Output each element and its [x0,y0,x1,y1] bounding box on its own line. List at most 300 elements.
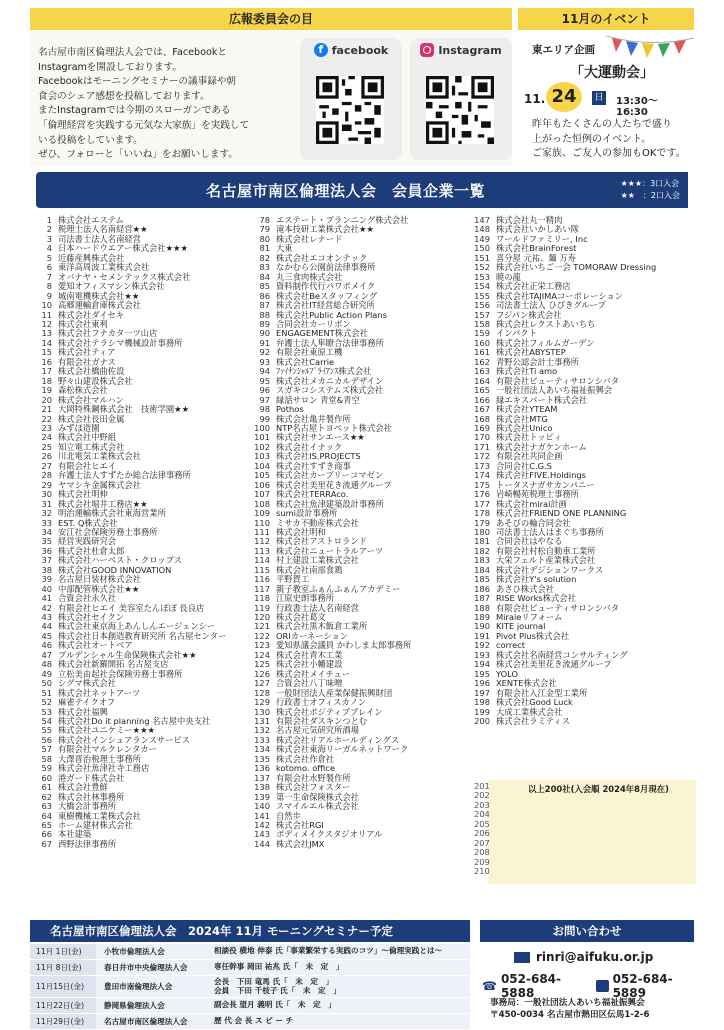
star-legend: ★★★：3口入会 ★★ ：2口入会 [620,179,680,200]
member-number: 158 [474,318,490,329]
blank-number: 205 [474,818,490,829]
member-number: 173 [474,460,490,471]
pr-line: ぜひ、フォローと「いいね」をお願いします。 [38,149,238,161]
contact-header: お問い合わせ [480,920,694,942]
event-month: 11. [524,92,546,106]
member-number: 148 [474,224,490,235]
member-name: 森松株式会社 [58,385,108,396]
member-column-2 [248,216,411,849]
event-title: 11月のイベント [518,8,694,30]
member-number: 106 [254,479,270,490]
member-name: 株式会社IS.PROJECTS [276,451,361,462]
member-number: 17 [41,366,52,377]
member-name: 株式会社東京海上あんしんエージェンシー [58,621,216,632]
member-number: 183 [474,555,490,566]
member-number: 56 [41,734,52,745]
member-number: 11 [41,309,52,320]
member-name: 司法書士法人名南経営 [58,233,141,244]
pr-line: 「倫理経営を実践する元気な大家族」を実践して [38,119,250,131]
member-name: ENGAGEMENT株式会社 [276,328,368,339]
member-number: 110 [254,517,270,528]
member-number: 124 [254,649,270,660]
member-name: 株式会社セイクン [58,612,124,623]
member-number: 171 [474,441,490,452]
member-number: 188 [474,602,490,613]
member-name: ミサカ不動産株式会社 [276,517,359,528]
email-row[interactable] [514,950,653,964]
member-name: 日本ハードウエアー株式会社★★★ [58,243,188,254]
blank-number: 201 [474,781,490,791]
member-row [248,604,411,613]
member-name: 株式会社カーブリーコマゼン [276,470,384,481]
member-name: 株式会社ニュートラルアーツ [276,545,384,556]
member-number: 95 [259,375,270,386]
member-number: 174 [474,470,490,481]
member-number: 80 [259,233,270,244]
member-name: 株式会社長田金属 [58,413,125,424]
member-name: 株式会社美里花き流通グループ [496,659,612,670]
member-number: 152 [474,262,490,273]
member-number: 137 [254,772,270,783]
member-name: 本社建築 [58,829,92,840]
member-name: kotomo. office [276,763,335,774]
member-number: 181 [474,536,490,547]
seminar-speakers [206,976,470,997]
member-number: 49 [41,668,52,679]
member-name: 株式会社葛文 [276,612,326,623]
member-name: 株式会社東海リーガルネットワーク [276,744,409,755]
member-list-header [36,172,688,208]
member-number: 104 [254,460,270,471]
member-number: 20 [41,394,52,405]
member-number: 19 [41,385,52,396]
member-name: 青野公認会計士事務所 [496,356,579,367]
member-name: 株式会社いかしあい隊 [496,224,579,235]
member-name: RISE Works株式会社 [496,593,576,604]
member-number: 62 [41,791,52,802]
member-number: 167 [474,404,490,415]
member-number: 38 [41,564,52,575]
member-number: 84 [259,271,270,282]
member-number: 165 [474,385,490,396]
member-name: ﾌｧｲﾅﾝｼｬﾙﾌﾟﾗｲｱﾝｽ株式会社 [276,366,372,377]
member-number: 26 [41,451,52,462]
member-name: 株式会社Good Luck [496,697,573,708]
member-number: 115 [254,564,270,575]
member-number: 37 [41,555,52,566]
seminar-date: 11月15日(金) [30,976,96,997]
member-number: 102 [254,441,270,452]
member-name: 中部配管株式会社★★ [58,583,140,594]
member-name: 株式会社レナード [276,233,343,244]
pr-panel [30,8,512,166]
member-name: 一般社団法人あいち福祉振興会 [496,385,613,396]
pr-line: Facebookはモーニングセミナーの議事録や朝 [38,76,237,88]
member-number: 90 [259,328,270,339]
member-name: 合同会社カーリボン [276,318,351,329]
member-number: 67 [41,838,52,849]
member-number: 166 [474,394,490,405]
member-number: 57 [41,744,52,755]
member-name: 行政書士法人名南経営 [276,602,359,613]
seminar-speaker: 会員 下田 千枝子 氏「 未 定 」 [214,985,341,995]
member-row [30,840,226,849]
blank-number: 204 [474,809,490,820]
member-name: 一般財団法人産業保健振興財団 [276,687,393,698]
pr-line: 食会のシェア感想を投稿しております。 [38,90,210,102]
member-name: 弁護士法人隼瞭合法律事務所 [276,337,384,348]
member-number: 130 [254,706,270,717]
seminar-speakers [206,944,470,959]
member-name: 株式会社Unico [496,422,553,433]
member-number: 15 [41,347,52,358]
member-number: 151 [474,252,490,263]
member-number: 199 [474,706,490,717]
member-number: 99 [259,413,270,424]
fax-icon [596,980,608,992]
event-panel [518,8,694,166]
member-number: 48 [41,659,52,670]
member-number: 5 [46,252,52,263]
member-number: 107 [254,489,270,500]
member-number: 94 [259,366,270,377]
member-name: 株式会社すずき商事 [276,460,351,471]
seminar-speaker: 会長 下田 竜馬 氏「 未 定 」 [214,977,334,986]
member-number: 134 [254,744,270,755]
member-number: 89 [259,318,270,329]
member-name: 有限会社ビューティサロンシバタ [496,602,620,613]
member-name: 株式会社mirai計画 [496,498,567,509]
member-number: 142 [254,820,270,830]
member-name: フジパン株式会社 [496,309,562,320]
member-row [248,519,411,528]
member-name: 株式会社ABYSTEP [496,347,566,358]
member-name: 株式会社エステム [58,215,124,225]
seminar-row [30,1014,470,1030]
member-number: 100 [254,422,270,433]
member-row [248,812,411,821]
member-number: 138 [254,782,270,793]
member-name: スマイルエル株式会社 [276,801,359,812]
blank-number: 207 [474,837,490,848]
member-number: 189 [474,612,490,623]
member-name: 合同会社C.G.S [496,460,552,471]
member-name: Pothos [276,404,304,415]
member-number: 14 [41,337,52,348]
member-number: 29 [41,479,52,490]
member-name: 株式会社作倉社 [276,753,335,764]
member-name: 愛知オフィスマシン株式会社 [58,281,165,292]
member-name: 株式会社サンエース★★ [276,432,365,443]
member-name: 株式会社MTG [496,413,548,424]
member-name: 株式会社ネットアーツ [58,687,141,698]
member-number: 52 [41,697,52,708]
contact-office: 事務局：一般社団法人あいち福祉振興会 [490,998,645,1008]
blank-number: 208 [474,847,490,858]
seminar-speaker: 相談役 横地 伸泰 氏「事業繁栄する実践のコツ」〜倫理実践とは〜 [214,946,443,956]
member-number: 198 [474,697,490,708]
member-number: 46 [41,640,52,651]
member-number: 112 [254,536,270,547]
event-description [532,118,686,162]
instagram-box[interactable] [410,38,512,160]
member-number: 143 [254,829,270,840]
member-number: 97 [259,394,270,405]
member-name: 株式会社フィルムガーデン [496,337,595,348]
member-name: 株式会社林事務所 [58,791,125,802]
member-number: 45 [41,630,52,641]
member-name: 株式会社GOOD INNOVATION [58,564,172,575]
member-name: 大橋会計事務所 [58,801,117,812]
member-number: 193 [474,649,490,660]
member-number: 30 [41,489,52,500]
member-number: 119 [254,602,270,613]
pr-text [38,46,296,163]
event-desc-line: ご家族、ご友人の参加もOKです。 [532,148,686,159]
member-name: 株式会社日本創造教育研究所 名古屋センター [58,630,227,641]
member-row [248,802,411,811]
member-number: 177 [474,498,490,509]
member-name: ワールドファミリー, Inc [496,233,588,244]
member-name: 喜分屋 元祐、麺 万寿 [496,252,576,263]
member-name: 株式会社フナカタ一ツ山店 [58,328,158,339]
member-name: ヤマシキ金属株式会社 [58,479,141,490]
member-number: 126 [254,668,270,679]
member-name: 有限会社ガナス [58,356,116,367]
member-name: NTP名古屋トヨペット株式会社 [276,422,392,433]
member-number: 4 [46,243,52,254]
member-name: 株式会社BrainForest [496,243,577,254]
event-weekday: 日 [592,91,606,105]
seminar-org: 春日井市中央倫理法人会 [96,960,206,975]
member-number: 18 [41,375,52,386]
seminar-speaker: 副会長 望月 義明 氏「 未 定 」 [214,1000,336,1010]
member-name: 株式会社アストロランド [276,536,367,547]
member-number: 182 [474,545,490,556]
member-number: 33 [41,517,52,528]
member-row [468,717,656,726]
member-number: 133 [254,734,270,745]
pr-title: 広報委員会の目 [30,8,512,30]
event-date-badge [524,82,688,118]
facebook-box[interactable] [300,38,402,160]
member-row [248,235,411,244]
member-number: 22 [41,413,52,424]
member-number: 196 [474,678,490,689]
member-name: 大成工業株式会社 [496,706,563,717]
member-number: 41 [41,593,52,604]
member-name: sumi設計事務所 [276,508,338,519]
seminar-date: 11月29日(金) [30,1014,96,1029]
seminar-org: 豊田市南倫理法人会 [96,976,206,997]
member-number: 195 [474,668,490,679]
member-number: 9 [46,290,52,301]
member-number: 127 [254,678,270,689]
member-number: 109 [254,508,270,519]
member-name: 株式会社Do it planning 名古屋中央支社 [58,716,211,727]
member-name: 株式会社中野組 [58,432,117,443]
seminar-date: 11月22日(金) [30,998,96,1013]
member-number: 176 [474,489,490,500]
member-number: 114 [254,555,270,566]
member-number: 157 [474,309,490,320]
member-name: 株式会社ティア [58,347,116,358]
member-name: 株式会社マルハン [58,394,124,405]
member-name: 司法書士法人 ひびきグループ [496,300,606,311]
contact-email[interactable]: rinri@aifuku.or.jp [536,950,654,964]
member-name: 株式会社杜倉太郎 [58,545,125,556]
pr-line: Instagramを開設しております。 [38,61,182,73]
member-number: 118 [254,593,270,604]
member-number: 132 [254,725,270,736]
member-name: 行政書士オフィスカノン [276,697,367,708]
member-number: 59 [41,763,52,774]
member-name: 株式会社福興 [58,706,108,717]
member-number: 16 [41,356,52,367]
member-number: 131 [254,716,270,727]
member-name: 愛知県議会議員 かわしま太郎事務所 [276,640,412,651]
member-number: 155 [474,290,490,301]
member-name: 有限会社ダスキンつとむ [276,716,368,727]
instagram-qr-code[interactable] [426,76,494,144]
member-number: 86 [259,290,270,301]
member-number: 1 [46,215,52,225]
member-number: 66 [41,829,52,840]
contact-tel[interactable]: 052-684-5888 [500,972,562,1000]
mail-icon [514,952,530,963]
member-name: エステート・プランニング株式会社 [276,215,409,225]
member-name: スガキコシステムズ株式会社 [276,385,384,396]
seminar-speakers [206,998,470,1013]
member-name: 合資会社永久社 [58,593,117,604]
member-number: 172 [474,451,490,462]
member-number: 111 [254,526,270,537]
member-number: 21 [41,404,52,415]
member-name: 川北電気工業株式会社 [58,451,141,462]
member-name: 第一生命保険株式会社 [276,791,359,802]
member-name: YOLO [496,668,519,679]
member-name: 野々山建設株式会社 [58,375,133,386]
seminar-speaker: 歴 代 会 長 ス ピ ー チ [214,1016,294,1026]
seminar-date: 11月 8日(金) [30,960,96,975]
seminar-org: 静岡県倫理法人会 [96,998,206,1013]
member-number: 194 [474,659,490,670]
member-name: 司法書士法人はまぐち事務所 [496,526,604,537]
member-number: 144 [254,838,270,849]
member-number: 184 [474,564,490,575]
seminar-org: 小牧市倫理法人会 [96,944,206,959]
member-number: 79 [259,224,270,235]
member-name: 株式会社テラシマ機械設計事務所 [58,337,183,348]
member-name: 丸三食肉株式会社 [276,271,343,282]
member-name: 有限会社マルクレンタカー [58,744,157,755]
member-name: 有限会社ヒエイ 美容室たんぽぽ 長良店 [58,602,205,613]
member-number: 32 [41,508,52,519]
top-section [0,8,724,166]
member-number: 93 [259,356,270,367]
member-number: 35 [41,536,52,547]
member-name: 資料制作代行パワポメイク [276,281,376,292]
member-name: 岩崎暢苑税理士事務所 [496,489,579,500]
member-number: 103 [254,451,270,462]
member-column-1 [30,216,226,849]
member-number: 200 [474,716,490,727]
member-name: 高郷運輸倉庫株式会社 [58,300,141,311]
member-name: 親子教室ふぁんふぁんアカデミー [276,583,401,594]
member-name: 大岡特殊鋼株式会社 技術学園★★ [58,404,190,415]
member-name: 株式会社YTEAM [496,404,558,415]
facebook-label: facebook [331,43,389,57]
member-name: 株式会社亀井製作所 [276,413,351,424]
member-number: 108 [254,498,270,509]
member-number: 162 [474,356,490,367]
member-name: 株式会社レクストあいちち [496,318,596,329]
member-number: 161 [474,347,490,358]
member-number: 85 [259,281,270,292]
member-number: 44 [41,621,52,632]
member-name: ORIカーネーション [276,630,349,641]
member-name: 税理士法人名南経営★★ [58,224,148,235]
member-name: 麻雀テイクオフ [58,697,116,708]
member-name: 株式会社明和 [276,526,326,537]
member-row [248,396,411,405]
seminar-date: 11月 1日(金) [30,944,96,959]
member-name: 株式会社TERRAco. [276,489,349,500]
member-name: 株式会社FIVE.Holdings [496,470,587,481]
blank-number: 210 [474,866,490,877]
member-name: correct [496,640,526,651]
member-name: 有限会社村松自動車工業所 [496,545,596,556]
member-number: 190 [474,621,490,632]
member-name: 東洋高周波工業株式会社 [58,262,150,273]
member-number: 2 [46,224,52,235]
member-number: 25 [41,441,52,452]
facebook-qr-code[interactable] [316,76,384,144]
event-day: 24 [546,82,582,112]
member-name: 株式会社エコオンテック [276,252,368,263]
member-number: 88 [259,309,270,320]
member-name: 名古屋元気研究所酒場 [276,725,359,736]
member-number: 61 [41,782,52,793]
member-number: 55 [41,725,52,736]
member-number: 122 [254,630,270,641]
member-name: 株式会社いちご一会 TOMORAW Dressing [496,262,657,273]
seminar-org: 名古屋市南区倫理法人会 [96,1014,206,1029]
member-name: 株式会社豊鮮 [58,782,108,793]
contact-address: 〒450-0034 名古屋市熱田区伝馬1-2-6 [490,1010,650,1020]
member-number: 178 [474,508,490,519]
member-name: 株式会社正栄工務店 [496,281,571,292]
member-number: 123 [254,640,270,651]
member-name: 株式会社フォスター [276,782,351,793]
seminar-speaker: 専任幹事 岡田 祐兆 氏「 未 定 」 [214,962,344,972]
member-number: 87 [259,300,270,311]
member-name: 合資会社八丁味噌 [276,678,343,689]
member-name: インパクト [496,328,537,339]
event-name: 「大運動会」 [570,65,654,81]
member-name: 株式会社黒木飯倉工業所 [276,621,368,632]
member-number: 139 [254,791,270,802]
member-name: 株式会社新羅開拓 名古屋支店 [58,659,169,670]
member-name: 西野法律事務所 [58,838,117,849]
member-number: 180 [474,526,490,537]
member-number: 129 [254,697,270,708]
member-number: 43 [41,612,52,623]
event-time: 13:30〜16:30 [616,96,658,118]
member-name: 株式会社メカニカルデザイン [276,375,384,386]
member-number: 141 [254,810,270,821]
member-name: 知立電工株式会社 [58,441,125,452]
